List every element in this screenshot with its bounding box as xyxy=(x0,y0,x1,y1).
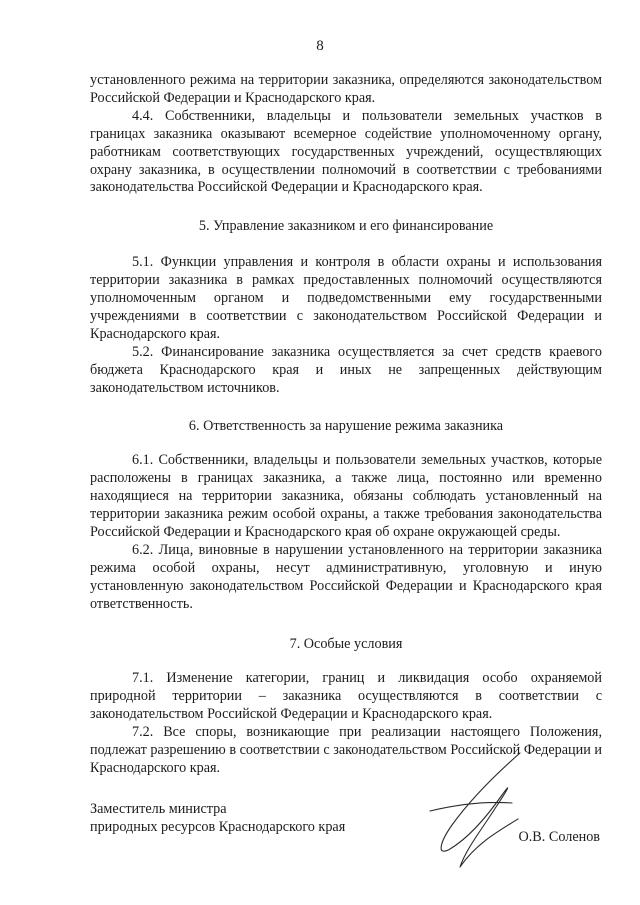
signatory-title-line-2: природных ресурсов Краснодарского края xyxy=(90,819,346,835)
paragraph-4-3-tail: установленного режима на территории заказника, определяются законодательством Российской Федерации и Краснодарского края. xyxy=(90,72,602,106)
paragraph-6-2: 6.2. Лица, виновные в нарушении установленного на территории заказника режима особой охраны, несут административную, уголовную и иную установленную законодательством Российской Федерации и Краснодарского края ответственность. xyxy=(90,541,602,612)
signatory-title xyxy=(90,800,390,836)
signatory-name: О.В. Соленов xyxy=(518,829,600,845)
section-7-heading: 7. Особые условия xyxy=(289,635,403,652)
paragraph-7-2: 7.2. Все споры, возникающие при реализации настоящего Положения, подлежат разрешению в соответствии с законодательством Российской Федерации и Краснодарского края. xyxy=(90,724,602,776)
page-number: 8 xyxy=(316,38,324,54)
handwritten-signature xyxy=(400,745,530,875)
paragraph-5-2: 5.2. Финансирование заказника осуществляется за счет средств краевого бюджета Краснодарского края и иных не запрещенных действующим законодательством источников. xyxy=(90,343,602,396)
paragraph-4-4: 4.4. Собственники, владельцы и пользователи земельных участков в границах заказника оказывают всемерное содействие уполномоченному органу, работникам соответствующих государственных учреждений, осуществляющих охрану заказника, в осуществлении полномочий в соответствии с требованиями законодательства Российской Федерации и Краснодарского края. xyxy=(90,107,602,196)
section-5-heading: 5. Управление заказником и его финансирование xyxy=(198,218,494,235)
paragraph-7-1: 7.1. Изменение категории, границ и ликвидация особо охраняемой природной территории – заказника осуществляются в соответствии с законодательством Российской Федерации и Краснодарского края. xyxy=(90,670,602,723)
document-body xyxy=(90,72,602,778)
paragraph-6-1: 6.1. Собственники, владельцы и пользователи земельных участков, которые расположены в границах заказника, а также лица, постоянно или временно находящиеся на территории заказника, обязаны соблюдать установленный на территории заказника режим особой охраны, а также требования законодательства Российской Федерации и Краснодарского края об охране окружающей среды. xyxy=(90,452,602,541)
section-6-heading: 6. Ответственность за нарушение режима заказника xyxy=(188,417,504,434)
paragraph-5-1: 5.1. Функции управления и контроля в области охраны и использования территории заказника в рамках предоставленных полномочий осуществляются уполномоченным органом и подведомственными ему государственными учреждениями в соответствии с законодательством Российской Федерации и Краснодарского края. xyxy=(90,254,602,342)
signatory-title-line-1: Заместитель министра xyxy=(90,801,227,817)
